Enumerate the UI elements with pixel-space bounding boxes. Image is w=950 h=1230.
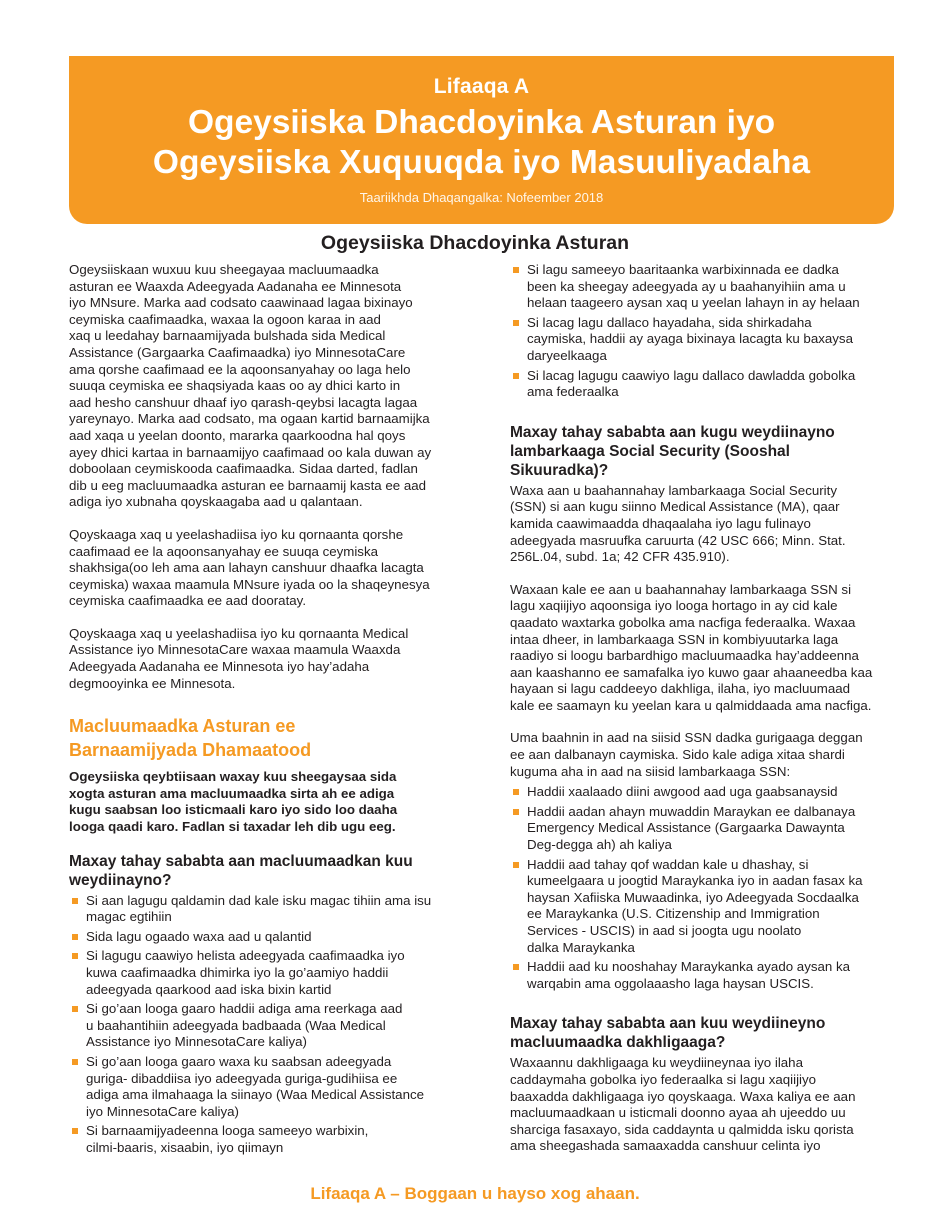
- text-line: caafimaad ee la aqoonsanyahay ee suuqa ceymiska: [69, 543, 378, 559]
- list-item-line: adiga ama ilmahaaga la siinayo (Waa Medical Assistance: [86, 1087, 425, 1103]
- page-title-line: Ogeysiiska Dhacdoyinka Asturan iyo: [187, 104, 776, 141]
- list-item-line: Assistance iyo MinnesotaCare kaliya): [86, 1034, 307, 1050]
- list-item-line: ee Maraykanka (U.S. Citizenship and Immigration: [527, 906, 820, 922]
- ssn-paragraph: [510, 483, 896, 566]
- list-item: [69, 1123, 461, 1156]
- text-line: ceymiska) waxaa maamula MNsure iyada oo la shaqeynesya: [69, 576, 430, 592]
- text-line: 256L.04, subd. 1a; 42 CFR 435.910).: [510, 549, 730, 565]
- text-line: qaadato waxtarka gobolka ama nacfiga federaalka. Waxaa: [510, 614, 856, 630]
- text-line: baaxadda dakhligaaga iyo qoyskaaga. Waxa kaliya ee aan: [510, 1088, 856, 1104]
- list-item: [510, 804, 896, 854]
- list-item-line: Emergency Medical Assistance (Gargaarka Dawaynta: [527, 820, 845, 836]
- text-line: lagu xaqiijiyo aqoonsiga iyo looga hortago in ay cid kale: [510, 598, 838, 614]
- text-line: Qoyskaaga xaq u yeelashadiisa iyo ku qornaanta Medical: [69, 625, 409, 641]
- list-item-line: Services - USCIS) in aad si joogta ugu noolato: [527, 923, 802, 938]
- list-item-line: magac egtihiin: [86, 909, 172, 925]
- ssn-exceptions-paragraph: [510, 730, 896, 780]
- text-line: weydiinayno?: [69, 871, 172, 889]
- page-title: [69, 103, 894, 183]
- list-item: [510, 315, 896, 365]
- list-item: [510, 784, 896, 801]
- text-line: Waxaannu dakhligaaga ku weydiineynaa iyo ilaha: [510, 1055, 803, 1071]
- text-line: (SSN) si aan kugu siinno Medical Assistance (MA), qaar: [510, 499, 840, 515]
- appendix-label: Lifaaqa A: [433, 75, 530, 98]
- text-line: intaa dheer, in lambarkaaga SSN in kombiyuutarka laga: [510, 631, 839, 647]
- text-line: kamida caawimaadda dhaqaalaha iyo lagu fulinayo: [510, 515, 811, 531]
- text-line: Macluumaadka Asturan ee: [69, 716, 296, 737]
- why-ask-heading: [69, 852, 461, 890]
- text-line: Maxay tahay sababta aan kugu weydiinayno: [510, 423, 835, 441]
- text-line: xogta asturan ama macluumaadka sirta ah ee adiga: [69, 785, 395, 801]
- text-line: sharciga fasaxayo, sida caddaynta u qalmidda isku qorista: [510, 1121, 854, 1137]
- text-line: Barnaamijyada Dhamaatood: [69, 740, 312, 761]
- text-line: caddaymaha gobolka iyo federaalka si lagu xaqiijiyo: [510, 1071, 817, 1087]
- list-item-line: daryeelkaaga: [527, 347, 607, 363]
- list-item: [69, 929, 461, 946]
- text-line: raadiyo si loogu barbardhigo macluumaadka hay’addeenna: [510, 648, 859, 664]
- income-heading: [510, 1014, 896, 1052]
- list-item: [69, 893, 461, 926]
- text-line: ee aan dalbanayn caymiska. Sido kale adiga xitaa shardi: [510, 747, 845, 763]
- list-item-line: Si aan lagugu qaldamin dad kale isku magac tihiin ama isu: [86, 892, 432, 908]
- text-line: Qoyskaaga xaq u yeelashadiisa iyo ku qornaanta qorshe: [69, 526, 404, 542]
- list-item-line: Si go’aan looga gaaro haddii adiga ama reerkaga aad: [86, 1001, 403, 1017]
- list-item-line: Si lagu sameeyo baaritaanka warbixinnada ee dadka: [527, 262, 839, 277]
- text-line: aad hesho canshuur dhaaf iyo qarash-qeybsi lacagta lagaa: [69, 394, 418, 410]
- footer-note: Lifaaqa A – Boggaan u hayso xog ahaan.: [310, 1184, 640, 1203]
- list-item-line: adeegyada qaarkood aad iska bixin kartid: [86, 981, 332, 997]
- list-item-line: caymiska, haddii ay ayaga bixinaya lacagta ku baxaysa: [527, 331, 853, 347]
- marketplace-paragraph: [69, 527, 461, 610]
- text-line: degmooyinka ee Minnesota.: [69, 675, 236, 691]
- text-line: Assistance iyo MinnesotaCare waxaa maamula Waaxda: [69, 642, 401, 658]
- list-item-line: Sida lagu ogaado waxa aad u qalantid: [86, 928, 312, 944]
- list-item-line: been ka sheegay adeegyada ay u baahanyihiin ama u: [527, 278, 846, 294]
- text-line: ama qorshe caafimaad ee la aqoonsanyahay oo laga helo: [69, 361, 411, 377]
- list-item-line: helaan taageero aysan xaq u yeelan lahayn in ay helaan: [527, 295, 860, 311]
- text-line: Assistance (Gargaarka Caafimaadka) iyo MinnesotaCare: [69, 344, 406, 360]
- list-item-line: kumeelgaara u joogtid Maraykanka iyo in aadan fasax ka: [527, 873, 863, 889]
- text-line: doboolaan ceymiskooda caafimaadka. Sidaa darted, fadlan: [69, 461, 418, 477]
- list-item-line: guriga- dibaddiisa iyo adeegyada guriga-gudihiisa ee: [86, 1070, 398, 1086]
- list-item-line: haysan Xafiiska Muwaadinka, iyo Adeegyada Socdaalka: [527, 889, 859, 905]
- ssn-use-paragraph: [510, 582, 896, 715]
- list-item-line: Si barnaamijyadeenna looga sameeyo warbixin,: [86, 1123, 369, 1139]
- text-line: Waxa aan u baahannahay lambarkaaga Social Security: [510, 482, 837, 498]
- ssn-exceptions-list: [510, 784, 896, 992]
- list-item-line: kuwa caafimaadka dhimirka iyo la go’aamiyo haddii: [86, 965, 389, 980]
- text-line: shakhsiga(oo leh ama aan lahayn canshuur dhaafka lacagta: [69, 560, 424, 576]
- text-line: Maxay tahay sababta aan kuu weydiineyno: [510, 1015, 826, 1033]
- list-item: [69, 1054, 461, 1120]
- all-programs-intro: [69, 769, 461, 835]
- income-paragraph: [510, 1055, 896, 1155]
- text-line: kugu saabsan loo isticmaali karo iyo sido loo daaha: [69, 802, 398, 818]
- text-line: ceymiska caafimaadka ee aad dooratay.: [69, 593, 307, 609]
- list-item: [69, 948, 461, 998]
- list-item: [510, 262, 896, 312]
- list-item-line: Haddii aad ku nooshahay Maraykanka ayado aysan ka: [527, 959, 851, 975]
- list-item-line: ama federaalka: [527, 384, 619, 400]
- reasons-list-continued: [510, 262, 896, 401]
- list-item-line: warqabin ama oggolaaasho laga haysan USCIS.: [527, 975, 814, 991]
- text-line: aad xaqa u yeelan doonto, mararka qaarkoodna hal qoys: [69, 427, 406, 443]
- list-item: [510, 368, 896, 401]
- list-item-line: Si lagugu caawiyo helista adeegyada caafimaadka iyo: [86, 948, 405, 964]
- list-item-line: Si go’aan looga gaaro waxa ku saabsan adeegyada: [86, 1053, 392, 1069]
- intro-paragraph: [69, 262, 461, 511]
- left-column: [69, 262, 461, 1171]
- list-item-line: cilmi-baaris, xisaabin, iyo qiimayn: [86, 1139, 284, 1155]
- header-banner: [69, 56, 894, 224]
- list-item-line: u baahantihiin adeegyada badbaada (Waa Medical: [86, 1017, 386, 1033]
- text-line: Ogeysiiska qeybtiisaan waxay kuu sheegaysaa sida: [69, 769, 397, 785]
- text-line: adeegyada masruufka caruurta (42 USC 666; Minn. Stat.: [510, 532, 846, 548]
- text-line: yareynayo. Marka aad codsato, ma ogaan kartid barnaamijka: [69, 411, 430, 427]
- text-line: suuqa ceymiska ee shaqsiyada kaas oo ay dhici karto in: [69, 378, 401, 394]
- text-line: looga qaadi karo. Fadlan si taxadar leh dib ugu eeg.: [69, 819, 396, 835]
- text-line: xaq u leedahay barnaamijyada bulshada sida Medical: [69, 328, 386, 344]
- text-line: macluumaadkaan u isticmali doonno ayaa ah ujeeddo uu: [510, 1105, 846, 1121]
- text-line: ayey dhici kartaa in barnaamijyo caafimaad oo kala duwan ay: [69, 444, 432, 460]
- text-line: macluumaadka dakhligaaga?: [510, 1034, 726, 1052]
- text-line: dib u eeg macluumaadka asturan ee barnaamij kasta ee aad: [69, 477, 427, 493]
- list-item-line: dalka Maraykanka: [527, 939, 635, 955]
- all-programs-heading: [69, 714, 461, 762]
- effective-date: Taariikhda Dhaqangalka: Nofeember 2018: [359, 190, 604, 205]
- text-line: lambarkaaga Social Security (Sooshal: [510, 442, 790, 460]
- list-item-line: Haddii xaalaado diini awgood aad uga gaabsanaysid: [527, 784, 838, 800]
- text-line: kuguma aha in aad na siisid lambarkaaga SSN:: [510, 763, 791, 779]
- right-column: [510, 262, 896, 1171]
- text-line: adiga iyo xubnaha qoyskaagaba aad u qalantaan.: [69, 494, 363, 510]
- text-line: ama sheegashada samaaxadda canshuur celinta iyo: [510, 1138, 821, 1154]
- list-item: [510, 959, 896, 992]
- text-line: ceymiska caafimaadka, waxaa la ogoon karaa in aad: [69, 311, 381, 327]
- ssn-heading: [510, 423, 896, 480]
- text-line: Maxay tahay sababta aan macluumaadkan kuu: [69, 852, 413, 870]
- text-line: Uma baahnin in aad na siisid SSN dadka gurigaaga deggan: [510, 730, 863, 746]
- text-line: aan kaashanno ee samafalka iyo kuwo gaar ahaaneedba kaa: [510, 664, 873, 680]
- text-line: asturan ee Waaxda Adeegyada Aadanaha ee Minnesota: [69, 278, 402, 294]
- page-title-line: Ogeysiiska Xuquuqda iyo Masuuliyadaha: [152, 144, 811, 181]
- text-line: hayaan si lagu caddeeyo dakhliga, ilaha, iyo macluumaad: [510, 681, 851, 697]
- list-item-line: Haddii aad tahay qof waddan kale u dhashay, si: [527, 856, 809, 872]
- text-line: Adeegyada Aadanaha ee Minnesota iyo hay’adaha: [69, 659, 370, 675]
- text-line: iyo MNsure. Marka aad codsato caawinaad lagaa bixinayo: [69, 295, 413, 311]
- text-line: Sikuuradka)?: [510, 461, 609, 479]
- list-item-line: Haddii aadan ahayn muwaddin Maraykan ee dalbanaya: [527, 803, 856, 819]
- list-item-line: Si lacag lagu dallaco hayadaha, sida shirkadaha: [527, 314, 812, 330]
- reasons-list: [69, 893, 461, 1157]
- text-line: Ogeysiiskaan wuxuu kuu sheegayaa macluumaadka: [69, 262, 379, 277]
- list-item: [69, 1001, 461, 1051]
- list-item-line: Si lacag lagugu caawiyo lagu dallaco dawladda gobolka: [527, 367, 856, 383]
- list-item-line: Deg-degga ah) ah kaliya: [527, 837, 672, 853]
- list-item: [510, 857, 896, 957]
- section-title: Ogeysiiska Dhacdoyinka Asturan: [320, 232, 630, 254]
- list-item-line: iyo MinnesotaCare kaliya): [86, 1103, 239, 1119]
- dhs-paragraph: [69, 626, 461, 692]
- text-line: kale ee saamayn ku yeelan kara u qalmiddaada ama nacfiga.: [510, 697, 872, 713]
- text-line: Waxaan kale ee aan u baahannahay lambarkaaga SSN si: [510, 581, 852, 597]
